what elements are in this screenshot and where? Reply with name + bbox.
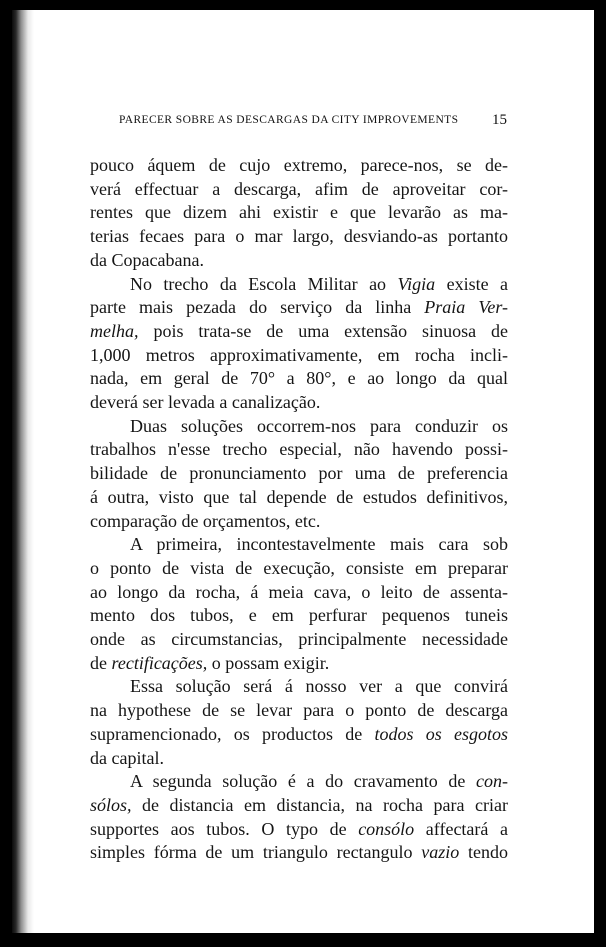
text-line: de rectificações, o possam exigir. (90, 652, 330, 673)
paragraph-5 (90, 675, 508, 770)
text-line: o ponto de vista de execução, consiste em preparar (90, 557, 508, 578)
text-line: da capital. (90, 747, 164, 768)
italic-term: consólo (358, 818, 415, 839)
paragraph-6 (90, 770, 508, 865)
text-line: onde as circumstancias, principalmente necessidade (90, 629, 508, 650)
text-line: supramencionado, os productos de todos os esgotos (90, 723, 508, 744)
text-line: da Copacabana. (90, 249, 204, 270)
text-line: sólos, de distancia em distancia, na rocha para criar (90, 794, 508, 815)
text-line: rentes que dizem ahi existir e que levarão as ma- (90, 202, 508, 223)
text-line: bilidade de pronunciamento por uma de preferencia (90, 463, 508, 484)
text-line: simples fórma de um triangulo rectangulo vazio tendo (90, 842, 508, 863)
text-line: Duas soluções occorrem-nos para conduzir os (130, 415, 508, 436)
text-line: na hypothese de se levar para o ponto de descarga (90, 700, 508, 721)
text-line: á outra, visto que tal depende de estudos definitivos, (90, 486, 508, 507)
text-line: trabalhos n'esse trecho especial, não havendo possi- (90, 439, 508, 460)
italic-term: melha, (90, 320, 139, 341)
text-line: No trecho da Escola Militar ao Vigia existe a (130, 273, 508, 294)
text-line: mento dos tubos, e em perfurar pequenos tuneis (90, 605, 508, 626)
paragraph-2 (90, 273, 508, 415)
text-line: Essa solução será á nosso ver a que convirá (130, 676, 508, 697)
paragraph-4 (90, 533, 508, 675)
text-line: supportes aos tubos. O typo de consólo affectará a (90, 818, 509, 839)
italic-term: Praia Ver- (424, 297, 508, 318)
text-line: 1,000 metros approximativamente, em rocha incli- (90, 344, 508, 365)
italic-term: sólos, (90, 794, 132, 815)
text-line: deverá ser levada a canalização. (90, 392, 321, 413)
running-header (119, 114, 507, 126)
text-line: melha, pois trata-se de uma extensão sinuosa de (90, 320, 508, 341)
text-line: terias fecaes para o mar largo, desviando-as portanto (90, 226, 508, 247)
text-line: parte mais pezada do serviço da linha Praia Ver- (90, 297, 508, 318)
text-line: A primeira, incontestavelmente mais cara sob (130, 534, 508, 555)
italic-term: todos os esgotos (374, 723, 508, 744)
running-title: PARECER SOBRE AS DESCARGAS DA CITY IMPROVEMENTS (119, 114, 459, 126)
page-number: 15 (492, 112, 507, 128)
page-binding-shadow (12, 10, 34, 933)
text-line: pouco áquem de cujo extremo, parece-nos, se de- (90, 155, 508, 175)
paragraph-3 (90, 415, 508, 534)
italic-term: vazio (421, 842, 460, 863)
text-line: comparação de orçamentos, etc. (90, 510, 321, 531)
text-line: verá effectuar a descarga, afim de aproveitar cor- (90, 178, 508, 199)
text-line: A segunda solução é a do cravamento de con- (130, 771, 508, 792)
paragraph-1 (90, 154, 508, 273)
book-page (12, 10, 594, 933)
italic-term: Vigia (397, 273, 436, 294)
italic-term: rectificações, (111, 652, 208, 673)
text-line: nada, em geral de 70° a 80°, e ao longo da qual (90, 368, 508, 389)
text-line: ao longo da rocha, á meia cava, o leito de assenta- (90, 581, 508, 602)
italic-term: con- (476, 771, 508, 792)
body-text (90, 154, 508, 865)
